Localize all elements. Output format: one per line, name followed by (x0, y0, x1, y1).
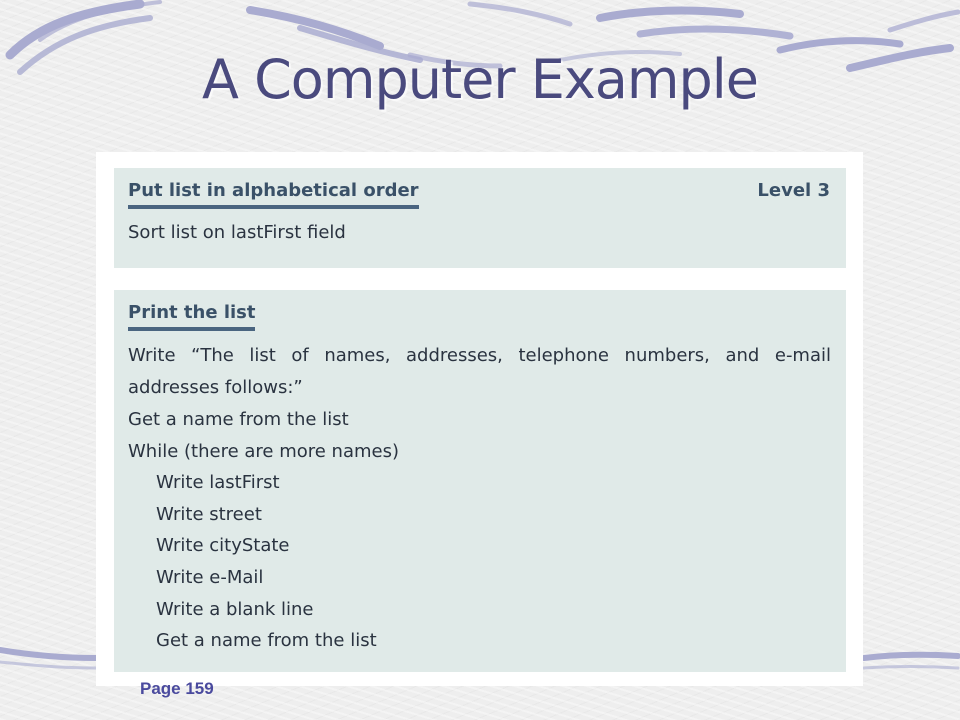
algorithm-step: Write e-Mail (156, 566, 264, 588)
module-step: Sort list on lastFirst field (128, 222, 346, 243)
algorithm-steps (128, 404, 831, 657)
write-header-step: Write “The list of names, addresses, telephone numbers, and e-mail addresses follows:” (128, 345, 831, 398)
algorithm-step: Write street (156, 503, 262, 525)
level-label: Level 3 (757, 180, 830, 201)
module-panel-print (114, 290, 846, 672)
module-panel-sort (114, 168, 846, 268)
slide-title: A Computer Example (202, 48, 758, 111)
algorithm-step: Write a blank line (156, 598, 314, 620)
page-reference: Page 159 (140, 679, 214, 698)
algorithm-step: While (there are more names) (128, 440, 399, 462)
module-heading: Print the list (128, 302, 255, 331)
algorithm-step: Write cityState (156, 535, 290, 557)
textbook-figure (96, 152, 863, 686)
algorithm-step: Get a name from the list (156, 630, 377, 652)
module-heading: Put list in alphabetical order (128, 180, 419, 209)
algorithm-step: Write lastFirst (156, 472, 280, 494)
algorithm-step: Get a name from the list (128, 409, 349, 430)
